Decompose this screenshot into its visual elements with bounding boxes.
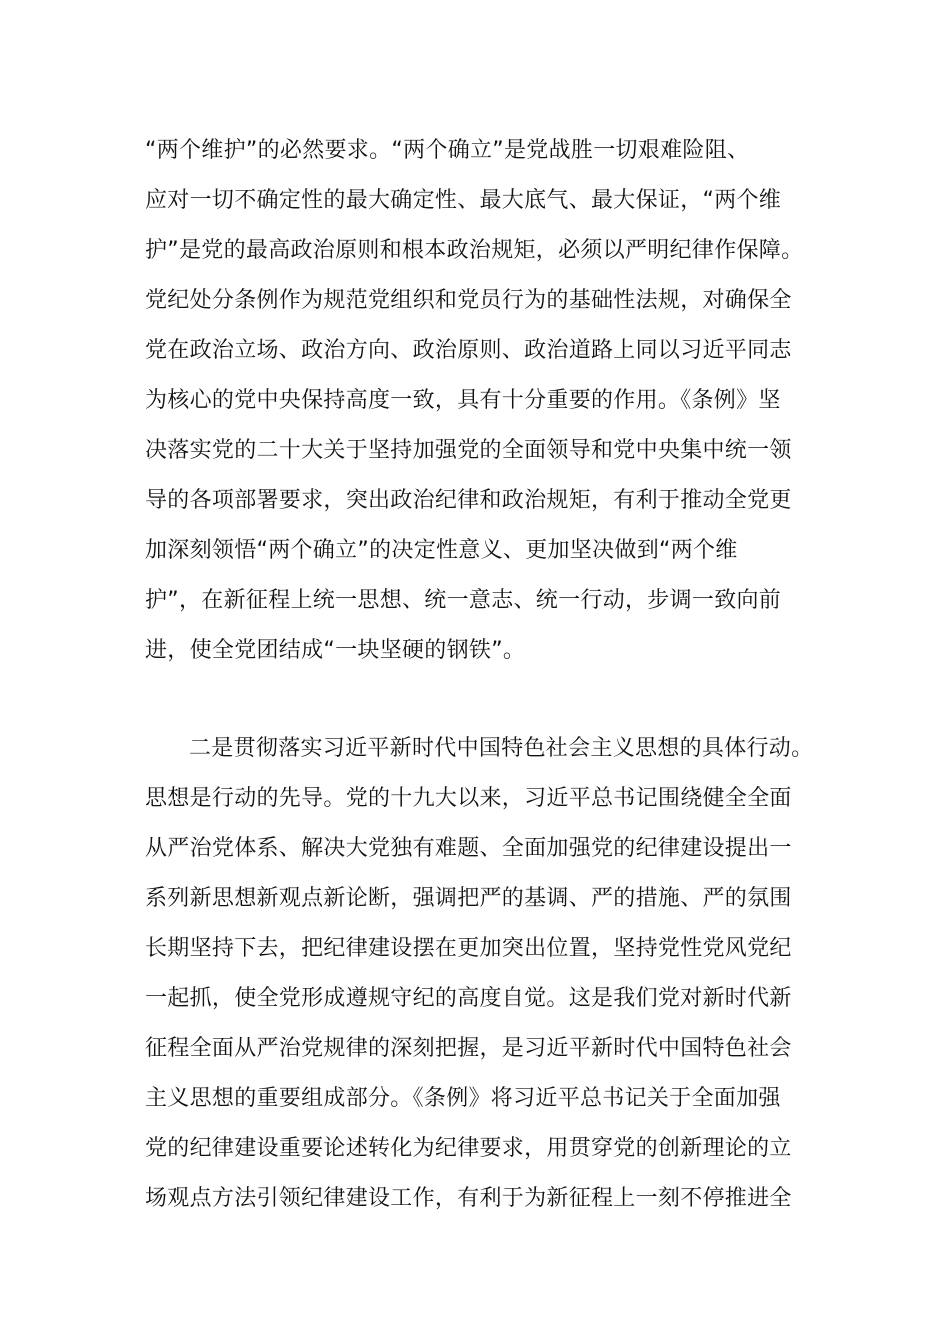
paragraph-point-two: [145, 724, 825, 1224]
text-line: 一起抓，使全党形成遵规守纪的高度自觉。这是我们党对新时代新: [145, 986, 792, 1011]
text-line: 护”，在新征程上统一思想、统一意志、统一行动，步调一致向前: [145, 588, 782, 613]
text-line: 系列新思想新观点新论断，强调把严的基调、严的措施、严的氛围: [145, 886, 792, 911]
text-line: 党的纪律建设重要论述转化为纪律要求，用贯穿党的创新理论的立: [145, 1136, 792, 1161]
text-line: 应对一切不确定性的最大确定性、最大底气、最大保证，“两个维: [145, 188, 782, 213]
text-line-indented: 二是贯彻落实习近平新时代中国特色社会主义思想的具体行动。: [189, 736, 814, 761]
paragraph-two-safeguards: [145, 126, 825, 676]
text-line: “两个维护”的必然要求。“两个确立”是党战胜一切艰难险阻、: [145, 138, 750, 163]
text-line: 党纪处分条例作为规范党组织和党员行为的基础性法规，对确保全: [145, 288, 792, 313]
text-line: 从严治党体系、解决大党独有难题、全面加强党的纪律建设提出一: [145, 836, 792, 861]
text-line: 导的各项部署要求，突出政治纪律和政治规矩，有利于推动全党更: [145, 488, 792, 513]
text-line: 为核心的党中央保持高度一致，具有十分重要的作用。《条例》坚: [145, 388, 781, 413]
text-line: 进，使全党团结成“一块坚硬的钢铁”。: [145, 638, 526, 663]
text-line: 加深刻领悟“两个确立”的决定性意义、更加坚决做到“两个维: [145, 538, 738, 563]
text-line: 护”是党的最高政治原则和根本政治规矩，必须以严明纪律作保障。: [145, 238, 804, 263]
text-line: 征程全面从严治党规律的深刻把握，是习近平新时代中国特色社会: [145, 1036, 792, 1061]
text-line: 党在政治立场、政治方向、政治原则、政治道路上同以习近平同志: [145, 338, 792, 363]
text-line: 主义思想的重要组成部分。《条例》将习近平总书记关于全面加强: [145, 1086, 781, 1111]
text-line: 决落实党的二十大关于坚持加强党的全面领导和党中央集中统一领: [145, 438, 792, 463]
text-line: 场观点方法引领纪律建设工作，有利于为新征程上一刻不停推进全: [145, 1186, 792, 1211]
text-line: 思想是行动的先导。党的十九大以来，习近平总书记围绕健全全面: [145, 786, 792, 811]
text-line: 长期坚持下去，把纪律建设摆在更加突出位置，坚持党性党风党纪: [145, 936, 792, 961]
